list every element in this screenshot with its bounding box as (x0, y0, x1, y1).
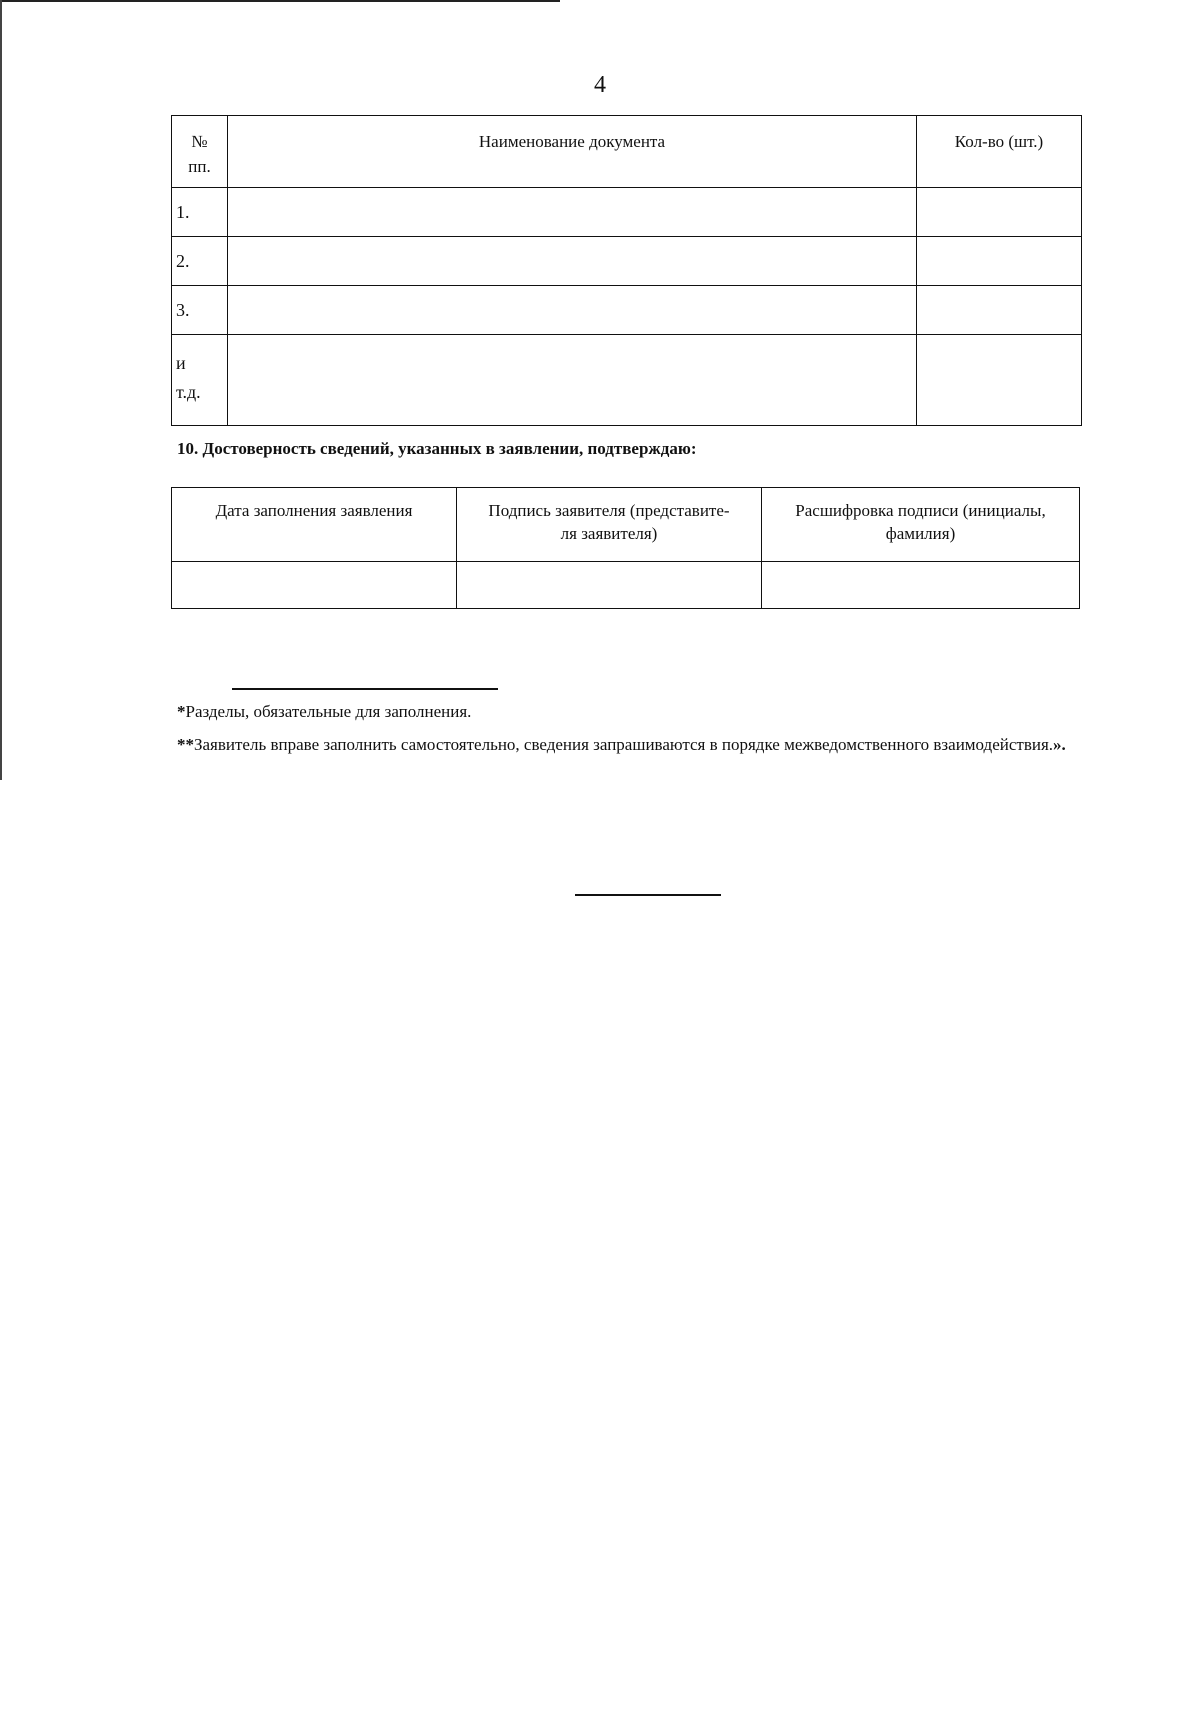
signature-cell[interactable] (457, 562, 762, 609)
footnotes (177, 695, 1127, 761)
table-row (172, 237, 1082, 286)
signature-decoding-cell[interactable] (762, 562, 1080, 609)
header-signature-decoding (762, 488, 1080, 562)
documents-table-header (172, 116, 1082, 188)
header-fill-date: Дата заполнения заявления (172, 488, 457, 562)
scan-left-edge (0, 0, 2, 780)
header-number (172, 116, 228, 188)
header-signature-decoding-line2: фамилия) (885, 523, 956, 543)
row-number: 1. (172, 188, 228, 237)
header-quantity: Кол-во (шт.) (917, 116, 1082, 188)
footnote-optional-text: Заявитель вправе заполнить самостоятельно, сведения запрашиваются в порядке межведомственного взаимодействия. (194, 735, 1054, 755)
row-number-etc-line1: и (176, 353, 186, 373)
document-name-cell[interactable] (228, 286, 917, 335)
header-signature-decoding-line1: Расшифровка подписи (инициалы, (795, 501, 1046, 520)
row-number: 3. (172, 286, 228, 335)
header-document-name: Наименование документа (228, 116, 917, 188)
documents-table (171, 115, 1082, 426)
document-name-cell[interactable] (228, 237, 917, 286)
scan-top-edge (0, 0, 560, 2)
quantity-cell[interactable] (917, 335, 1082, 426)
footnote-closing: ». (1053, 735, 1066, 755)
quantity-cell[interactable] (917, 237, 1082, 286)
header-applicant-signature-line1: Подпись заявителя (представите- (488, 501, 730, 520)
table-row (172, 335, 1082, 426)
footnote-required (177, 695, 1127, 728)
document-name-cell[interactable] (228, 335, 917, 426)
end-of-document-rule (575, 894, 721, 896)
fill-date-cell[interactable] (172, 562, 457, 609)
header-number-line2: пп. (188, 156, 211, 176)
header-applicant-signature-line2: ля заявителя) (560, 523, 658, 543)
footnote-divider (232, 688, 498, 690)
footnote-required-text: Разделы, обязательные для заполнения. (185, 702, 472, 721)
document-name-cell[interactable] (228, 188, 917, 237)
header-applicant-signature (457, 488, 762, 562)
header-number-line1: № (191, 132, 208, 151)
row-number: 2. (172, 237, 228, 286)
quantity-cell[interactable] (917, 286, 1082, 335)
table-row (172, 188, 1082, 237)
section-10-heading: 10. Достоверность сведений, указанных в заявлении, подтверждаю: (177, 439, 697, 458)
signature-table (171, 487, 1080, 609)
row-number-etc (172, 335, 228, 426)
footnote-required-mark: * (177, 702, 186, 721)
row-number-etc-line2: т.д. (176, 381, 201, 402)
footnote-optional (177, 728, 1127, 761)
quantity-cell[interactable] (917, 188, 1082, 237)
table-row (172, 286, 1082, 335)
footnote-optional-mark: ** (177, 735, 194, 755)
page-number: 4 (594, 72, 606, 98)
table-row (172, 562, 1080, 609)
signature-table-header (172, 488, 1080, 562)
